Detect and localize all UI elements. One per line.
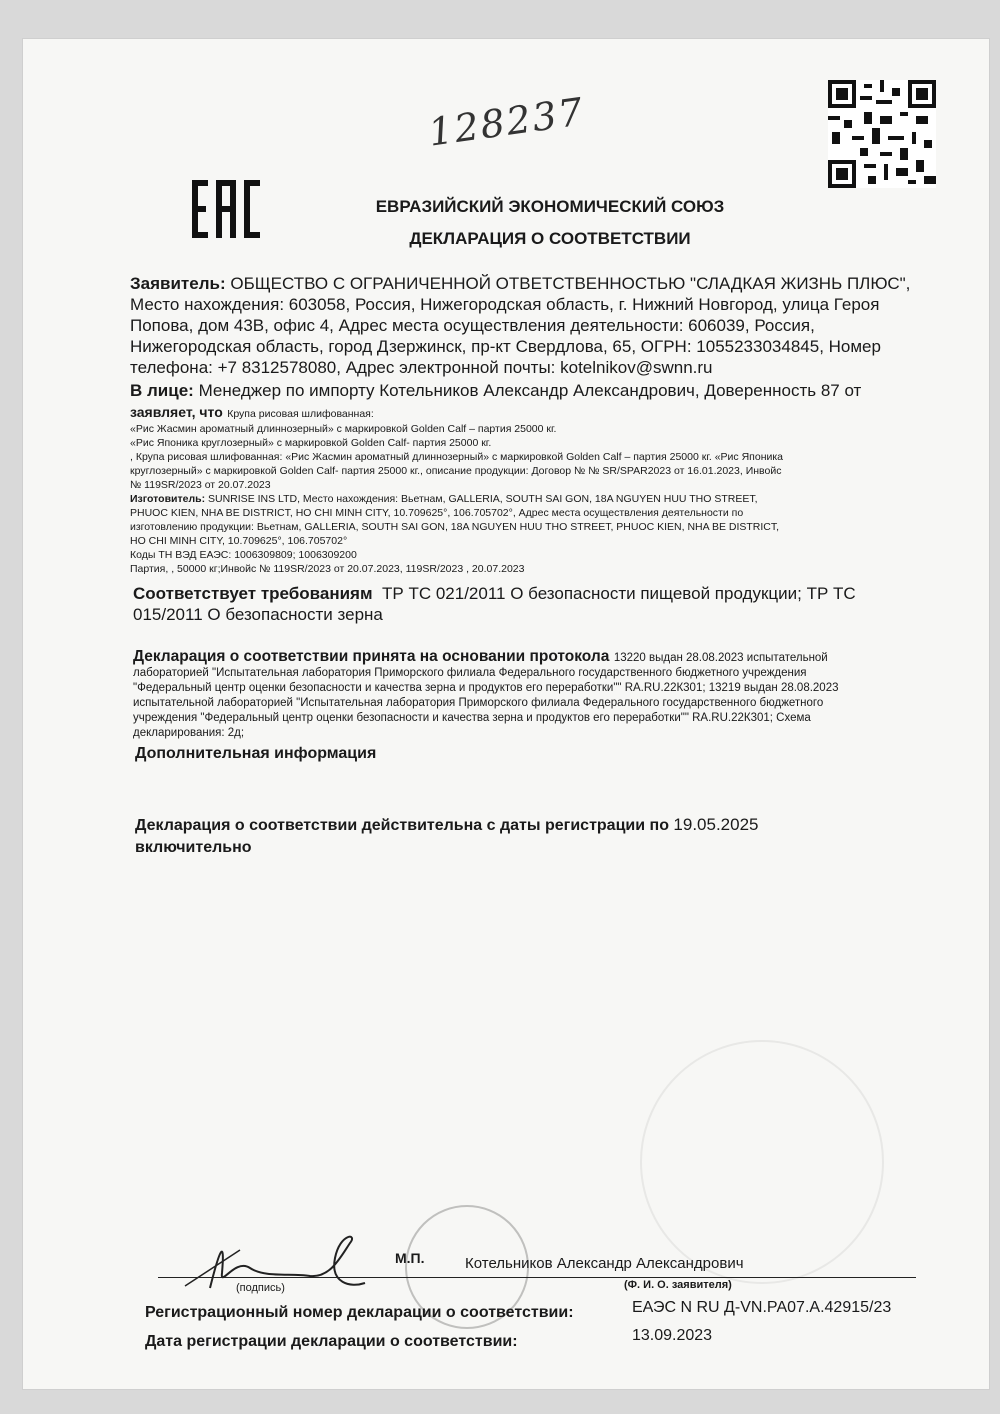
additional-info-label: Дополнительная информация [135, 745, 377, 762]
requirements-second: 015/2011 О безопасности зерна [133, 605, 383, 624]
person-text: Менеджер по импорту Котельников Александр Александрович, Доверенность 87 от [198, 381, 862, 400]
basis-line: испытательной лабораторией "Испытательная лаборатория Приморского филиала Федерального государственного бюджетного [133, 697, 824, 709]
registration-date: 13.09.2023 [632, 1327, 713, 1344]
requirements-first: ТР ТС 021/2011 О безопасности пищевой продукции; ТР ТС [382, 584, 856, 603]
person-label: В лице: [130, 381, 194, 400]
mp-label: М.П. [395, 1250, 425, 1266]
union-title: ЕВРАЗИЙСКИЙ ЭКОНОМИЧЕСКИЙ СОЮЗ [375, 197, 725, 216]
basis-line: декларирования: 2д; [133, 727, 245, 739]
validity-label: Декларация о соответствии действительна с даты регистрации по [135, 817, 669, 834]
declares-first: Крупа рисовая шлифованная: [227, 408, 374, 420]
signature-line [158, 1277, 916, 1278]
manufacturer-line: PHUOC KIEN, NHA BE DISTRICT, HO CHI MINH CITY, 10.709625°, 106.705702°, Адрес места осуществления деятельности по [130, 507, 744, 519]
manufacturer-line: изготовлению продукции: Вьетнам, GALLERIA, SOUTH SAI GON, 18A NGUYEN HUU THO STREET, PHUOC KIEN, NHA BE DISTRICT, [130, 521, 780, 533]
applicant-line: Попова, дом 43В, офис 4, Адрес места осуществления деятельности: 606039, Россия, [130, 316, 815, 335]
qr-code [828, 80, 936, 188]
manufacturer-label: Изготовитель: [130, 493, 206, 505]
registration-number: ЕАЭС N RU Д-VN.РА07.А.42915/23 [632, 1299, 892, 1316]
name-caption: (Ф. И. О. заявителя) [624, 1279, 732, 1291]
manufacturer-line: Партия, , 50000 кг;Инвойс № 119SR/2023 от 20.07.2023, 119SR/2023 , 20.07.2023 [130, 563, 525, 575]
basis-line: учреждения "Федеральный центр оценки безопасности и качества зерна и продуктов его переработки"" RA.RU.22К301; Схема [133, 712, 811, 724]
declares-label: заявляет, что [130, 404, 223, 420]
applicant-name: Котельников Александр Александрович [465, 1255, 744, 1272]
basis-label: Декларация о соответствии принята на основании протокола [133, 648, 610, 665]
declares-line: «Рис Жасмин ароматный длиннозерный» с маркировкой Golden Calf – партия 25000 кг. [130, 423, 557, 435]
manufacturer-first: SUNRISE INS LTD, Место нахождения: Вьетнам, GALLERIA, SOUTH SAI GON, 18A NGUYEN HUU THO STREET, [208, 493, 758, 505]
faint-stamp [640, 1040, 884, 1284]
declares-line: «Рис Японика круглозерный» с маркировкой Golden Calf- партия 25000 кг. [130, 437, 492, 449]
validity-suffix: включительно [135, 839, 252, 856]
applicant-line: ОБЩЕСТВО С ОГРАНИЧЕННОЙ ОТВЕТСТВЕННОСТЬЮ "СЛАДКАЯ ЖИЗНЬ ПЛЮС", [230, 274, 911, 293]
registration-number-label: Регистрационный номер декларации о соответствии: [145, 1304, 574, 1321]
handwritten-number: 128237 [425, 89, 588, 155]
basis-line: "Федеральный центр оценки безопасности и качества зерна и продуктов его переработки"" RA.RU.22К301; 13219 выдан 28.08.2023 [133, 682, 839, 694]
validity-date: 19.05.2025 [673, 815, 759, 834]
validity-section [135, 814, 935, 859]
requirements-label: Соответствует требованиям [133, 584, 373, 603]
applicant-label: Заявитель: [130, 274, 226, 293]
declaration-title: ДЕКЛАРАЦИЯ О СООТВЕТСТВИИ [409, 229, 691, 248]
declares-line: № 119SR/2023 от 20.07.2023 [130, 479, 271, 491]
signature-caption: (подпись) [236, 1282, 285, 1294]
declares-line: , Крупа рисовая шлифованная: «Рис Жасмин ароматный длиннозерный» с маркировкой Golden Calf – партия 25000 кг. «Рис Японика [130, 451, 784, 463]
basis-line: лабораторией "Испытательная лаборатория Приморского филиала Федерального государственного бюджетного учреждения [133, 667, 807, 679]
applicant-line: Нижегородская область, город Дзержинск, пр-кт Свердлова, 65, ОГРН: 1055233034845, Номер [130, 337, 881, 356]
manufacturer-line: HO CHI MINH CITY, 10.709625°, 106.705702° [130, 535, 348, 547]
declares-section [130, 404, 920, 576]
registration-date-label: Дата регистрации декларации о соответствии: [145, 1333, 518, 1350]
applicant-section [130, 273, 930, 401]
applicant-line: телефона: +7 8312578080, Адрес электронной почты: kotelnikov@swnn.ru [130, 358, 713, 377]
manufacturer-line: Коды ТН ВЭД ЕАЭС: 1006309809; 1006309200 [130, 549, 357, 561]
applicant-line: Место нахождения: 603058, Россия, Нижегородская область, г. Нижний Новгород, улица Героя [130, 295, 880, 314]
requirements-section [133, 583, 933, 625]
basis-section [133, 648, 923, 741]
declares-line: круглозерный» с маркировкой Golden Calf- партия 25000 кг., описание продукции: Договор № № SR/SPAR2023 от 16.01.2023, Инвойс [130, 465, 782, 477]
eac-logo [190, 178, 262, 240]
basis-first: 13220 выдан 28.08.2023 испытательной [613, 652, 828, 664]
